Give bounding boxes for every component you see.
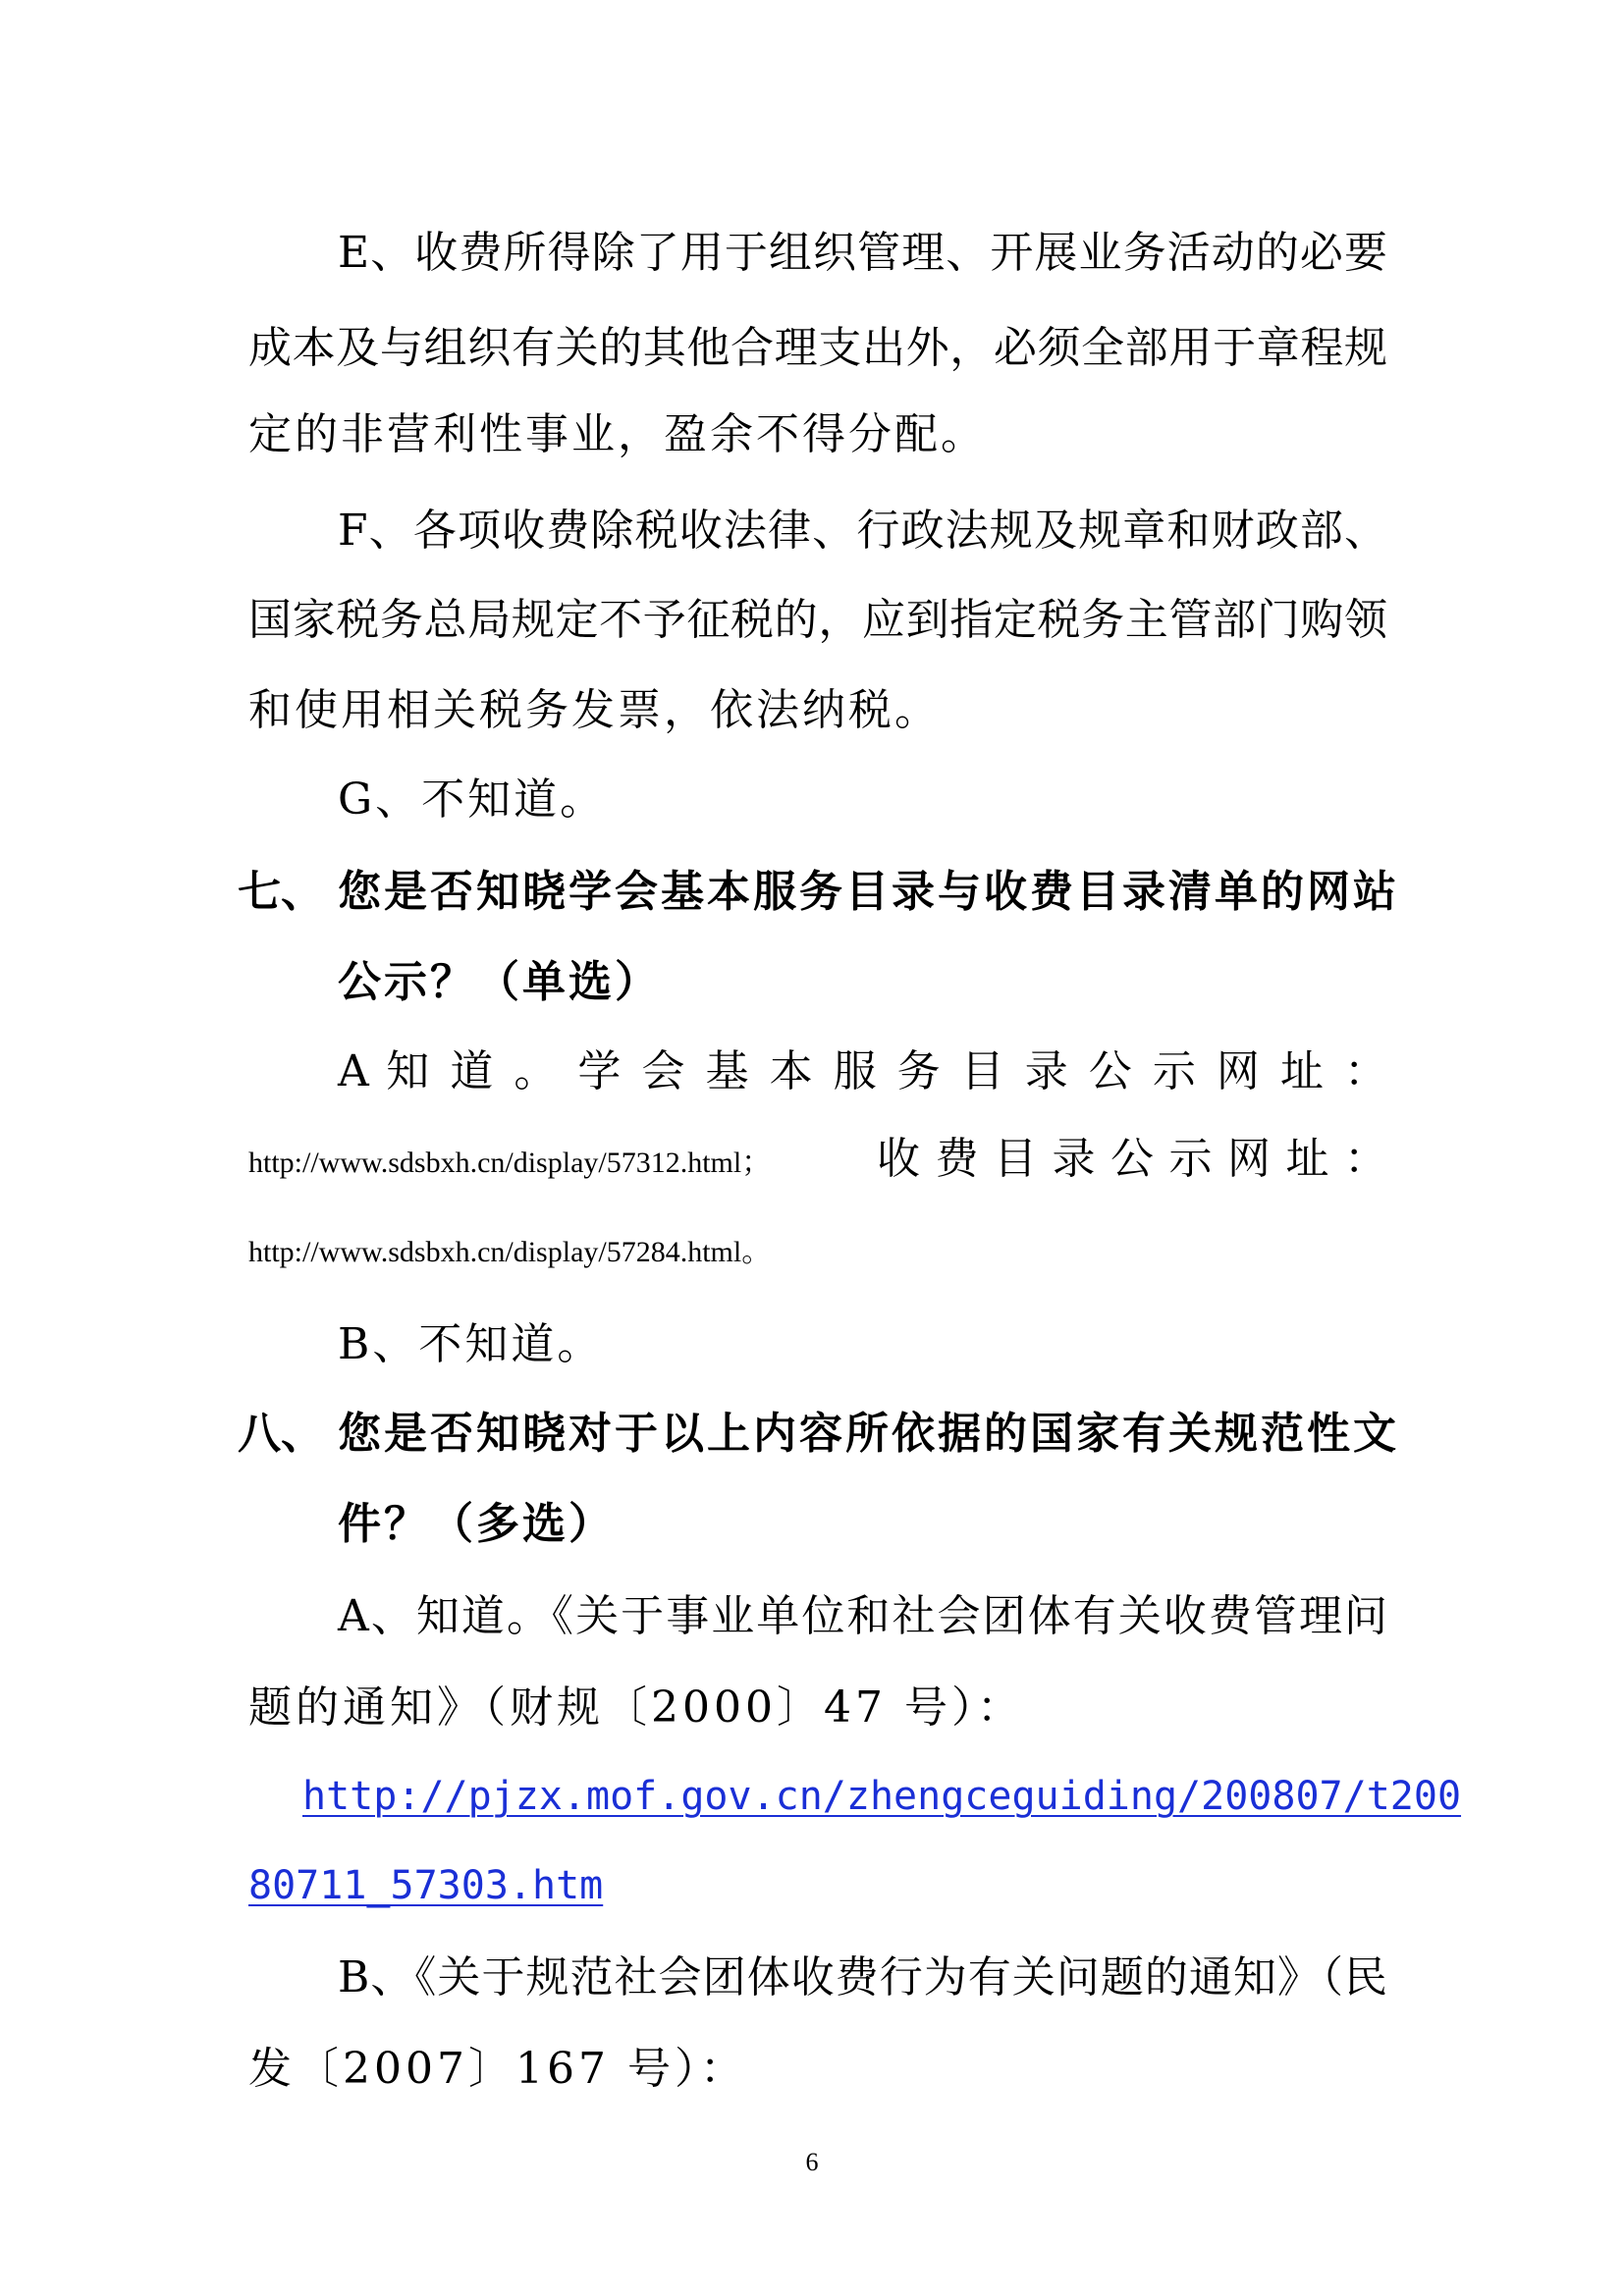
- question-8-option-a-link-line-2[interactable]: 80711_57303.htm: [248, 1863, 604, 1908]
- question-7-option-a-line-1: A 知 道 。 学 会 基 本 服 务 目 录 公 示 网 址 ：: [338, 1046, 1387, 1096]
- question-7-option-b: B、不知道。: [338, 1319, 604, 1369]
- question-8-option-b-line-2: 发〔2007〕167 号）：: [248, 2044, 747, 2094]
- question-7-title-line-2: 公示？（单选）: [338, 957, 661, 1007]
- question-7-number: 七、: [238, 867, 324, 917]
- question-8-title-line-2: 件？（多选）: [338, 1499, 615, 1549]
- item-e-line-3: 定的非营利性事业，盈余不得分配。: [248, 409, 987, 459]
- page-number: 6: [805, 2148, 819, 2176]
- question-8-option-a-link-line-1[interactable]: http://pjzx.mof.gov.cn/zhengceguiding/200807/t200: [302, 1774, 1462, 1819]
- item-e-line-1: E、收费所得除了用于组织管理、开展业务活动的必要: [338, 228, 1387, 278]
- question-7-option-a-line-2-tail: 收 费 目 录 公 示 网 址 ：: [877, 1134, 1387, 1184]
- item-f-line-1: F、各项收费除税收法律、行政法规及规章和财政部、: [338, 506, 1387, 556]
- question-8-option-a-line-1: A、知道。《关于事业单位和社会团体有关收费管理问: [338, 1591, 1387, 1641]
- question-8-number: 八、: [238, 1409, 324, 1459]
- item-f-line-3: 和使用相关税务发票，依法纳税。: [248, 685, 941, 735]
- question-7-fee-catalog-url: http://www.sdsbxh.cn/display/57284.html。: [248, 1236, 772, 1268]
- item-f-line-2: 国家税务总局规定不予征税的，应到指定税务主管部门购领: [248, 595, 1387, 645]
- question-7-title-line-1: 您是否知晓学会基本服务目录与收费目录清单的网站: [338, 867, 1399, 917]
- item-g-line: G、不知道。: [338, 774, 607, 825]
- question-8-option-a-line-2: 题的通知》（财规〔2000〕47 号）：: [248, 1682, 1024, 1733]
- question-8-option-b-line-1: B、《关于规范社会团体收费行为有关问题的通知》（民: [338, 1952, 1387, 2002]
- question-8-title-line-1: 您是否知晓对于以上内容所依据的国家有关规范性文: [338, 1409, 1399, 1459]
- question-7-service-catalog-url: http://www.sdsbxh.cn/display/57312.html；: [248, 1147, 772, 1179]
- item-e-line-2: 成本及与组织有关的其他合理支出外，必须全部用于章程规: [248, 323, 1387, 373]
